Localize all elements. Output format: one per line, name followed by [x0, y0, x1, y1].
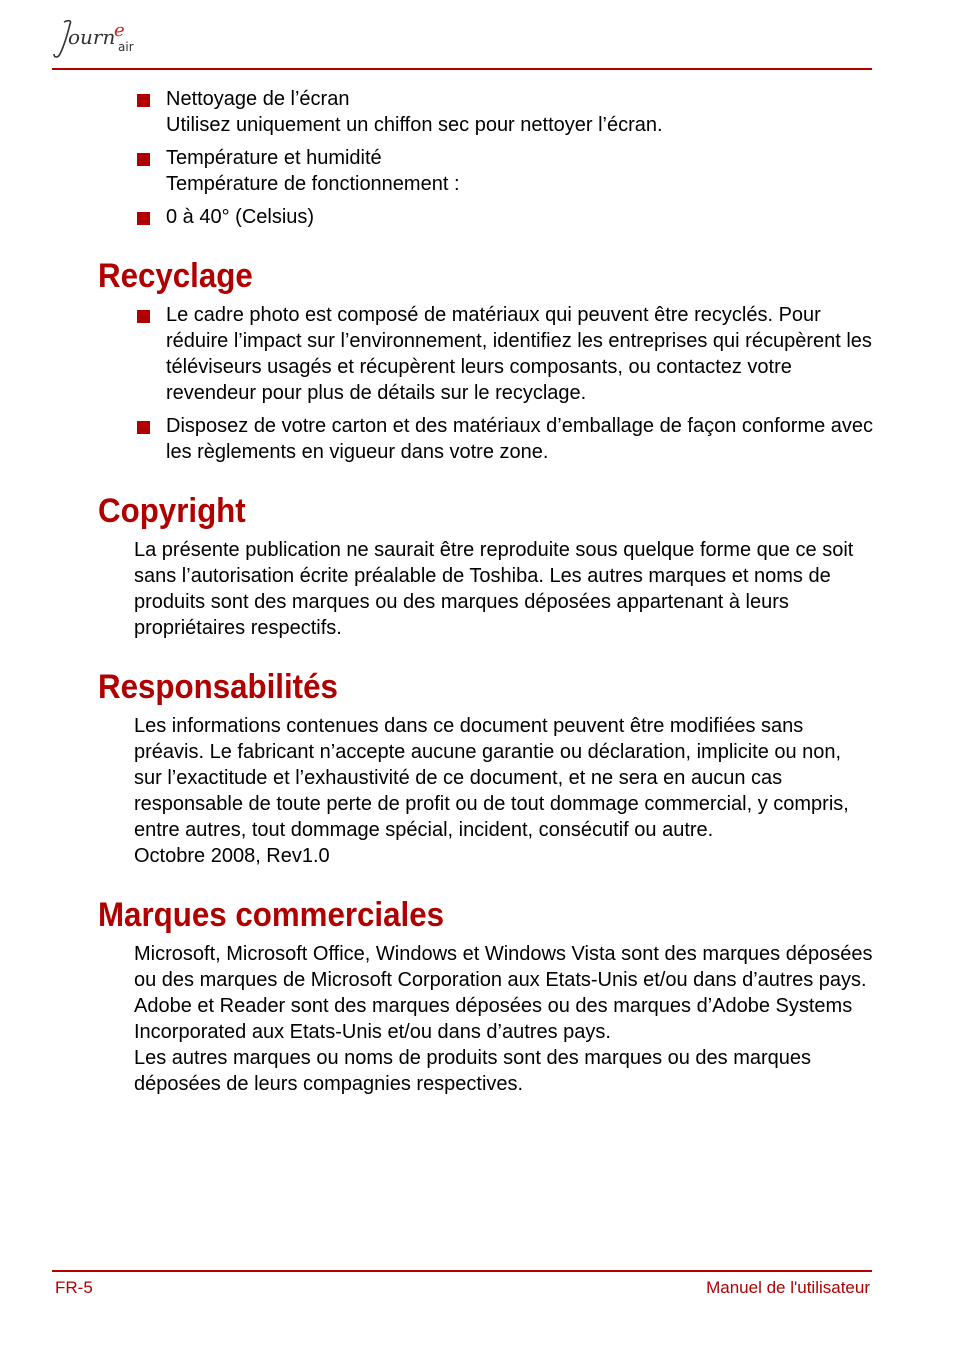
- bullet-text: Disposez de votre carton et des matériaux d’emballage de façon conforme avec les règlements en vigueur dans votre zone.: [166, 415, 874, 463]
- journe-air-logo: [50, 10, 150, 66]
- bullet-square-icon: [137, 212, 150, 225]
- bullet-square-icon: [137, 310, 150, 323]
- bullet-title: 0 à 40° (Celsius): [166, 206, 315, 228]
- list-item: [0, 204, 954, 230]
- list-item: [0, 86, 954, 138]
- list-item: [0, 413, 954, 465]
- revision-date: Octobre 2008, Rev1.0: [134, 845, 330, 867]
- bullet-text: Le cadre photo est composé de matériaux qui peuvent être recyclés. Pour réduire l’impact sur l’environnement, identifiez les entreprises qui récupèrent les téléviseurs usagés et récupèrent leurs composants, ou contactez votre revendeur pour plus de détails sur le recyclage.: [166, 304, 872, 404]
- bullet-text: Température de fonctionnement :: [166, 173, 460, 195]
- bullet-title: Nettoyage de l’écran: [166, 88, 350, 110]
- svg-text:e: e: [114, 20, 125, 41]
- responsabilites-text: Les informations contenues dans ce document peuvent être modifiées sans préavis. Le fabricant n’accepte aucune garantie ou déclaration, implicite ou non, sur l’exactitude et l’exhaustivité de ce document, et ne sera en aucun cas responsable de toute perte de profit ou de tout dommage commercial, y compris, entre autres, tout dommage spécial, incident, consécutif ou autre.: [134, 715, 849, 841]
- section-heading-recyclage: Recyclage: [98, 257, 253, 295]
- bullet-title: Température et humidité: [166, 147, 382, 169]
- bullet-square-icon: [137, 153, 150, 166]
- header-rule: [52, 68, 872, 70]
- footer-rule: [52, 1270, 872, 1272]
- section-heading-copyright: Copyright: [98, 492, 246, 530]
- marques-text-microsoft: Microsoft, Microsoft Office, Windows et Windows Vista sont des marques déposées ou des marques de Microsoft Corporation aux Etats-Unis et/ou dans d’autres pays.: [134, 943, 873, 991]
- svg-text:ourn: ourn: [68, 25, 116, 49]
- list-item: [0, 302, 954, 406]
- marques-text-autres: Les autres marques ou noms de produits sont des marques ou des marques déposées de leurs compagnies respectives.: [134, 1047, 812, 1095]
- section-heading-marques: Marques commerciales: [98, 896, 444, 934]
- list-item: [0, 145, 954, 197]
- page-content: [0, 86, 954, 1097]
- bullet-square-icon: [137, 94, 150, 107]
- bullet-text: Utilisez uniquement un chiffon sec pour nettoyer l’écran.: [166, 114, 663, 136]
- manual-title: Manuel de l'utilisateur: [706, 1278, 870, 1297]
- svg-text:air: air: [118, 40, 134, 54]
- copyright-text: La présente publication ne saurait être reproduite sous quelque forme que ce soit sans l’autorisation écrite préalable de Toshiba. Les autres marques et noms de produits sont des marques ou des marques déposées appartenant à leurs propriétaires respectifs.: [134, 539, 854, 639]
- marques-text-adobe: Adobe et Reader sont des marques déposées ou des marques d’Adobe Systems Incorporated aux Etats-Unis et/ou dans d’autres pays.: [134, 995, 853, 1043]
- section-heading-responsabilites: Responsabilités: [98, 668, 338, 706]
- page-number: FR-5: [55, 1278, 93, 1297]
- bullet-square-icon: [137, 421, 150, 434]
